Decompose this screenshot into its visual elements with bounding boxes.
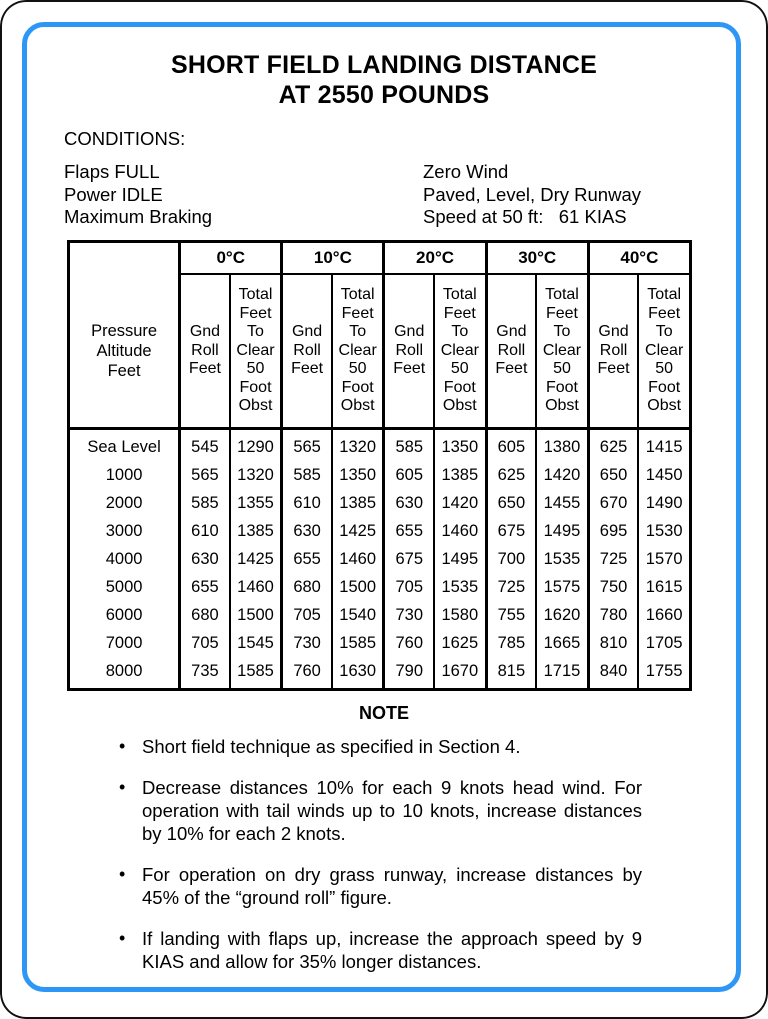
condition-item: Maximum Braking: [64, 206, 213, 227]
sub-line: Total: [340, 286, 375, 304]
total-obstacle-cell: 1460: [434, 517, 486, 545]
sub-line: Obst: [647, 397, 682, 415]
note-text: For operation on dry grass runway, increase distances by 45% of the “ground roll” figure.: [142, 864, 642, 908]
sub-line: Roll: [191, 341, 219, 359]
sub-line: 50: [348, 360, 367, 378]
total-obstacle-cell: 1540: [332, 601, 384, 629]
total-obstacle-cell: 1495: [536, 517, 588, 545]
gnd-roll-cell: 625: [486, 461, 536, 489]
note-item: [64, 863, 642, 909]
sub-line: Foot: [443, 378, 476, 396]
gnd-roll-cell: 610: [282, 489, 332, 517]
sub-line: To: [247, 323, 264, 341]
total-obst-header-0c: [230, 274, 282, 429]
total-obstacle-cell: 1670: [434, 657, 486, 690]
sub-line: 50: [553, 360, 571, 378]
sub-line: Total: [442, 286, 477, 304]
total-obstacle-cell: 1715: [536, 657, 588, 690]
sub-line: Feet: [597, 360, 630, 378]
gnd-roll-cell: 565: [282, 429, 332, 462]
gnd-roll-header-40c: [588, 274, 638, 429]
gnd-roll-cell: 815: [486, 657, 536, 690]
total-obstacle-cell: 1495: [434, 545, 486, 573]
gnd-roll-cell: 675: [384, 545, 434, 573]
gnd-roll-header-30c: [486, 274, 536, 429]
table-row: [69, 629, 691, 657]
total-obstacle-cell: 1320: [230, 461, 282, 489]
sub-line: Clear: [542, 341, 582, 359]
sub-line: Feet: [188, 360, 221, 378]
total-obstacle-cell: 1615: [638, 573, 690, 601]
total-obstacle-cell: 1460: [230, 573, 282, 601]
note-list: [64, 735, 704, 973]
gnd-roll-cell: 675: [486, 517, 536, 545]
sub-line: Feet: [648, 304, 681, 322]
altitude-cell: 4000: [105, 549, 143, 568]
bullet-icon: •: [119, 864, 126, 884]
gnd-roll-cell: 760: [282, 657, 332, 690]
total-obst-header-20c: [434, 274, 486, 429]
sub-line: Feet: [443, 304, 476, 322]
temperature-header-row: [69, 242, 691, 275]
gnd-roll-cell: 780: [588, 601, 638, 629]
temp-header-0c: 0°C: [180, 242, 282, 275]
gnd-roll-cell: 605: [486, 429, 536, 462]
gnd-roll-cell: 650: [486, 489, 536, 517]
total-obstacle-cell: 1350: [434, 429, 486, 462]
gnd-roll-cell: 810: [588, 629, 638, 657]
note-item: [64, 776, 642, 845]
gnd-roll-cell: 625: [588, 429, 638, 462]
sub-line: To: [655, 323, 673, 341]
sub-line: Foot: [545, 378, 578, 396]
sub-line: Roll: [395, 341, 424, 359]
note-text: Short field technique as specified in Section 4.: [142, 736, 521, 757]
gnd-roll-cell: 695: [588, 517, 638, 545]
gnd-roll-cell: 630: [384, 489, 434, 517]
pressure-altitude-header: [69, 274, 180, 429]
total-obstacle-cell: 1585: [230, 657, 282, 690]
total-obstacle-cell: 1755: [638, 657, 690, 690]
sub-line: Feet: [291, 360, 324, 378]
total-obstacle-cell: 1385: [332, 489, 384, 517]
sub-line: Foot: [341, 378, 374, 396]
gnd-roll-cell: 680: [282, 573, 332, 601]
gnd-roll-cell: 650: [588, 461, 638, 489]
gnd-roll-cell: 630: [282, 517, 332, 545]
total-obstacle-cell: 1585: [332, 629, 384, 657]
temp-header-20c: 20°C: [384, 242, 486, 275]
conditions-left-column: [64, 161, 414, 229]
gnd-roll-cell: 725: [588, 545, 638, 573]
total-obstacle-cell: 1420: [434, 489, 486, 517]
gnd-roll-cell: 655: [282, 545, 332, 573]
total-obstacle-cell: 1425: [230, 545, 282, 573]
altitude-cell: 8000: [105, 661, 143, 680]
sub-line: To: [553, 323, 571, 341]
sub-line: Roll: [599, 341, 628, 359]
conditions-block: [64, 128, 704, 231]
table-row: [69, 517, 691, 545]
note-item: [64, 735, 642, 758]
note-item: [64, 927, 642, 973]
gnd-roll-cell: 705: [384, 573, 434, 601]
alt-header-line: Feet: [107, 361, 141, 380]
sub-line: Gnd: [189, 323, 221, 341]
total-obstacle-cell: 1385: [230, 517, 282, 545]
gnd-roll-header-10c: [282, 274, 332, 429]
gnd-roll-cell: 750: [588, 573, 638, 601]
gnd-roll-header-20c: [384, 274, 434, 429]
total-obstacle-cell: 1620: [536, 601, 588, 629]
table-body: [69, 429, 691, 690]
sub-line: Total: [545, 286, 579, 304]
total-obstacle-cell: 1420: [536, 461, 588, 489]
sub-line: Feet: [239, 304, 272, 322]
gnd-roll-cell: 655: [180, 573, 230, 601]
total-obstacle-cell: 1425: [332, 517, 384, 545]
bullet-icon: •: [119, 928, 126, 948]
total-obstacle-cell: 1535: [434, 573, 486, 601]
table-header: [69, 242, 691, 429]
sub-line: Total: [647, 286, 682, 304]
sub-line: Gnd: [291, 323, 323, 341]
sub-line: Clear: [338, 341, 377, 359]
gnd-roll-cell: 790: [384, 657, 434, 690]
gnd-roll-cell: 585: [282, 461, 332, 489]
gnd-roll-cell: 785: [486, 629, 536, 657]
gnd-roll-cell: 840: [588, 657, 638, 690]
sub-line: Obst: [340, 397, 375, 415]
sub-line: Roll: [293, 341, 321, 359]
sub-line: 50: [450, 360, 469, 378]
temp-header-10c: 10°C: [282, 242, 384, 275]
condition-item: Zero Wind: [423, 161, 509, 182]
title-line-2: AT 2550 POUNDS: [278, 81, 490, 109]
table-row: [69, 429, 691, 462]
total-obstacle-cell: 1320: [332, 429, 384, 462]
sub-line: Foot: [648, 378, 681, 396]
condition-item: Power IDLE: [64, 183, 163, 205]
gnd-roll-cell: 680: [180, 601, 230, 629]
sub-line: Clear: [236, 341, 275, 359]
altitude-cell: 7000: [105, 633, 143, 652]
total-obstacle-cell: 1500: [230, 601, 282, 629]
conditions-right-column: [423, 161, 723, 229]
gnd-roll-cell: 565: [180, 461, 230, 489]
total-obstacle-cell: 1575: [536, 573, 588, 601]
gnd-roll-cell: 755: [486, 601, 536, 629]
gnd-roll-cell: 545: [180, 429, 230, 462]
total-obstacle-cell: 1530: [638, 517, 690, 545]
total-obstacle-cell: 1415: [638, 429, 690, 462]
sub-line: To: [451, 323, 469, 341]
total-obstacle-cell: 1705: [638, 629, 690, 657]
gnd-roll-cell: 700: [486, 545, 536, 573]
altitude-cell: 6000: [105, 605, 143, 624]
note-text: If landing with flaps up, increase the approach speed by 9 KIAS and allow for 35% longer distances.: [142, 928, 642, 972]
sub-line: Gnd: [496, 323, 527, 341]
total-obstacle-cell: 1350: [332, 461, 384, 489]
sub-line: Feet: [545, 304, 578, 322]
sub-line: Feet: [341, 304, 374, 322]
gnd-roll-cell: 705: [180, 629, 230, 657]
table-row: [69, 657, 691, 690]
note-heading: NOTE: [358, 703, 409, 723]
sub-line: Roll: [497, 341, 526, 359]
gnd-roll-cell: 655: [384, 517, 434, 545]
gnd-roll-cell: 605: [384, 461, 434, 489]
sub-line: Clear: [645, 341, 684, 359]
bullet-icon: •: [119, 736, 126, 756]
gnd-roll-cell: 725: [486, 573, 536, 601]
sub-header-row: [69, 274, 691, 429]
altitude-cell: Sea Level: [87, 437, 161, 456]
condition-item: Speed at 50 ft: 61 KIAS: [423, 206, 627, 227]
gnd-roll-header-0c: [180, 274, 230, 429]
table-row: [69, 545, 691, 573]
total-obstacle-cell: 1580: [434, 601, 486, 629]
sub-line: 50: [655, 360, 674, 378]
sub-line: Obst: [238, 397, 273, 415]
total-obstacle-cell: 1460: [332, 545, 384, 573]
gnd-roll-cell: 585: [180, 489, 230, 517]
total-obstacle-cell: 1385: [434, 461, 486, 489]
sub-line: Gnd: [394, 323, 425, 341]
total-obstacle-cell: 1450: [638, 461, 690, 489]
table-row: [69, 489, 691, 517]
total-obstacle-cell: 1665: [536, 629, 588, 657]
total-obstacle-cell: 1545: [230, 629, 282, 657]
sub-line: 50: [246, 360, 265, 378]
gnd-roll-cell: 670: [588, 489, 638, 517]
total-obstacle-cell: 1500: [332, 573, 384, 601]
landing-distance-table: [67, 240, 692, 691]
gnd-roll-cell: 630: [180, 545, 230, 573]
total-obstacle-cell: 1535: [536, 545, 588, 573]
table-row: [69, 573, 691, 601]
temp-header-30c: 30°C: [486, 242, 588, 275]
gnd-roll-cell: 730: [282, 629, 332, 657]
total-obst-header-40c: [638, 274, 690, 429]
sub-line: Foot: [239, 378, 272, 396]
total-obst-header-10c: [332, 274, 384, 429]
sub-line: To: [349, 323, 367, 341]
gnd-roll-cell: 610: [180, 517, 230, 545]
gnd-roll-cell: 585: [384, 429, 434, 462]
altitude-cell: 2000: [105, 493, 143, 512]
sub-line: Feet: [393, 360, 426, 378]
note-text: Decrease distances 10% for each 9 knots head wind. For operation with tail winds up to 10 knots, increase distances by 10% for each 2 knots.: [142, 777, 642, 844]
total-obstacle-cell: 1290: [230, 429, 282, 462]
altitude-cell: 3000: [105, 521, 143, 540]
total-obstacle-cell: 1630: [332, 657, 384, 690]
gnd-roll-cell: 760: [384, 629, 434, 657]
total-obstacle-cell: 1490: [638, 489, 690, 517]
page-title: [64, 50, 704, 110]
total-obstacle-cell: 1570: [638, 545, 690, 573]
alt-header-line: Pressure: [91, 321, 158, 340]
sub-line: Obst: [442, 397, 477, 415]
gnd-roll-cell: 730: [384, 601, 434, 629]
bullet-icon: •: [119, 777, 126, 797]
table-row: [69, 601, 691, 629]
total-obst-header-30c: [536, 274, 588, 429]
temp-header-40c: 40°C: [588, 242, 690, 275]
conditions-columns: [64, 161, 704, 231]
table-row: [69, 461, 691, 489]
sub-line: Feet: [495, 360, 528, 378]
total-obstacle-cell: 1660: [638, 601, 690, 629]
total-obstacle-cell: 1380: [536, 429, 588, 462]
sub-line: Clear: [440, 341, 479, 359]
gnd-roll-cell: 735: [180, 657, 230, 690]
title-line-1: SHORT FIELD LANDING DISTANCE: [171, 51, 597, 79]
alt-header-line: Altitude: [96, 341, 152, 360]
altitude-cell: 5000: [105, 577, 143, 596]
conditions-heading: CONDITIONS:: [64, 128, 186, 149]
total-obstacle-cell: 1355: [230, 489, 282, 517]
altitude-header-spacer: [69, 242, 180, 275]
altitude-cell: 1000: [105, 465, 143, 484]
total-obstacle-cell: 1455: [536, 489, 588, 517]
condition-item: Flaps FULL: [64, 161, 160, 182]
total-obstacle-cell: 1625: [434, 629, 486, 657]
gnd-roll-cell: 705: [282, 601, 332, 629]
sub-line: Obst: [545, 397, 579, 415]
sub-line: Gnd: [598, 323, 629, 341]
sub-line: Total: [238, 286, 273, 304]
condition-item: Paved, Level, Dry Runway: [423, 183, 641, 205]
